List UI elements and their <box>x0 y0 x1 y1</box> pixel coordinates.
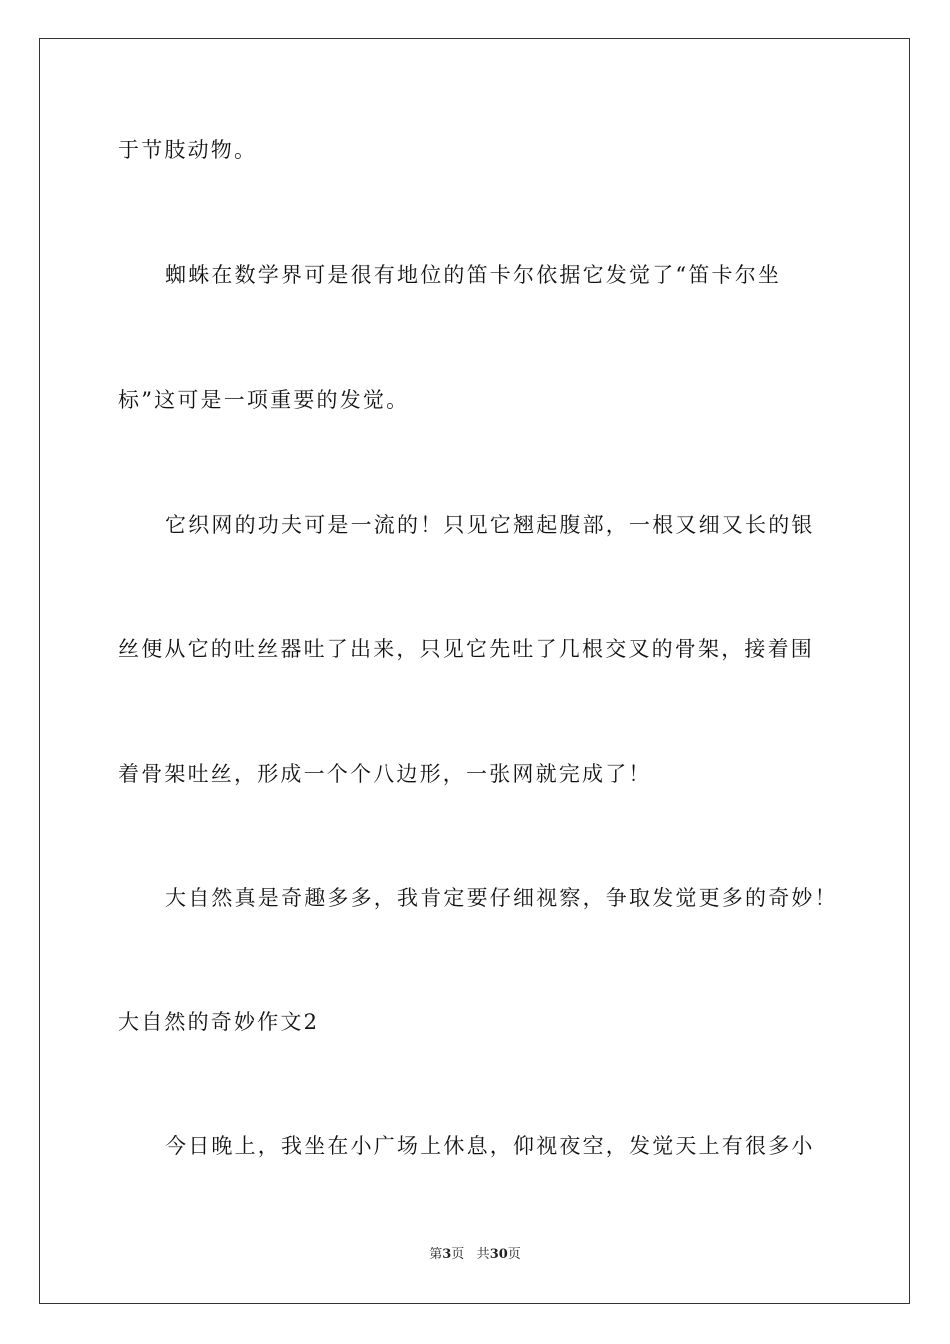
text-line-6: 着骨架吐丝，形成一个个八边形，一张网就完成了！ <box>118 762 652 786</box>
text-line-7: 大自然真是奇趣多多，我肯定要仔细视察，争取发觉更多的奇妙！ <box>165 886 838 910</box>
page-border <box>39 38 910 1304</box>
section-heading: 大自然的奇妙作文2 <box>118 1010 320 1034</box>
footer-total-suffix: 页 <box>507 1247 521 1262</box>
text-line-1: 于节肢动物。 <box>118 138 258 162</box>
footer-total-pages: 30 <box>489 1247 508 1262</box>
footer-page-number: 3 <box>442 1247 452 1262</box>
text-line-2: 蜘蛛在数学界可是很有地位的笛卡尔依据它发觉了“笛卡尔坐 <box>165 263 782 287</box>
footer-total-prefix: 共 <box>476 1247 490 1262</box>
page-footer <box>0 1246 950 1264</box>
text-line-3: 标”这可是一项重要的发觉。 <box>118 388 410 412</box>
footer-page-suffix: 页 <box>451 1247 465 1262</box>
text-line-5: 丝便从它的吐丝器吐了出来，只见它先吐了几根交叉的骨架，接着围 <box>118 637 814 661</box>
footer-page-prefix: 第 <box>429 1247 443 1262</box>
text-line-9: 今日晚上，我坐在小广场上休息，仰视夜空，发觉天上有很多小 <box>165 1134 815 1158</box>
text-line-4: 它织网的功夫可是一流的！只见它翘起腹部，一根又细又长的银 <box>165 513 815 537</box>
